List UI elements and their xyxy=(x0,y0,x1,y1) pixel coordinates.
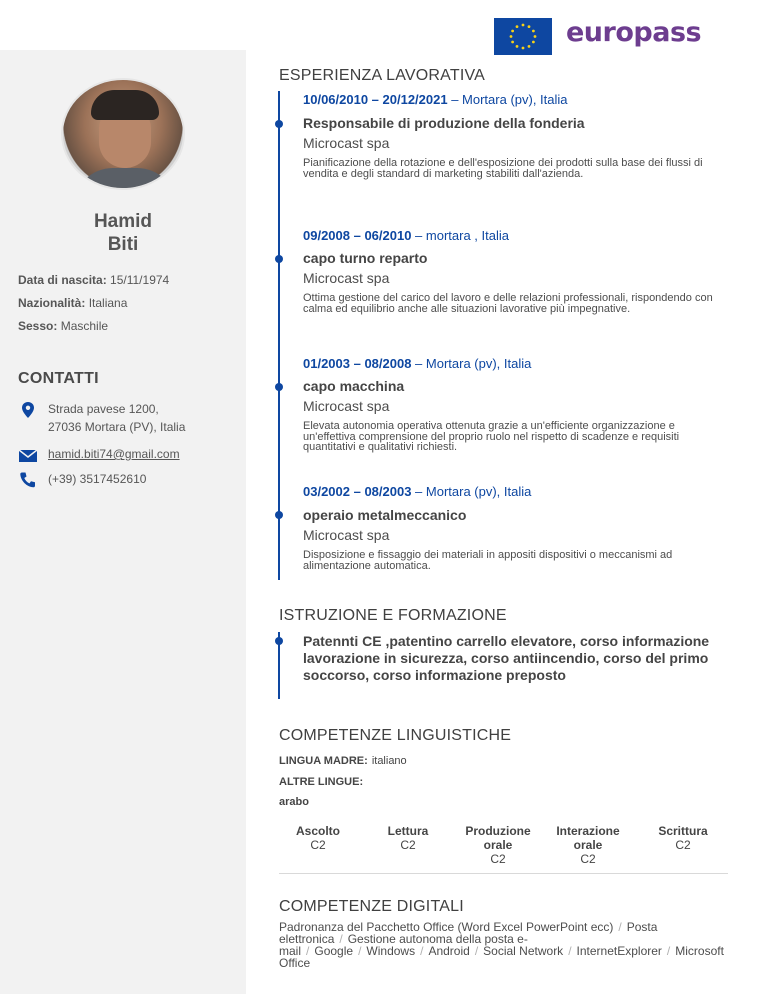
nationality-value: Italiana xyxy=(88,296,128,310)
sidebar xyxy=(0,50,246,994)
timeline-dot xyxy=(275,511,283,519)
job-company: Microcast spa xyxy=(303,398,390,414)
digital-skills: Padronanza del Pacchetto Office (Word Excel PowerPoint ecc) / Posta elettronica / Gestione autonoma della posta e-mail / Google / Windows / Android / Social Network / InternetExplorer / Microsoft Office xyxy=(279,920,724,970)
divider xyxy=(279,873,728,874)
person-name xyxy=(0,210,246,256)
timeline-dot xyxy=(275,383,283,391)
job-dates: 09/2008 – 06/2010 – mortara , Italia xyxy=(303,228,509,243)
digital-title: COMPETENZE DIGITALI xyxy=(279,898,464,915)
nationality xyxy=(18,296,127,310)
job-company: Microcast spa xyxy=(303,527,390,543)
address xyxy=(48,400,185,436)
job-dates: 03/2002 – 08/2003 – Mortara (pv), Italia xyxy=(303,484,532,499)
job-dates: 01/2003 – 08/2008 – Mortara (pv), Italia xyxy=(303,356,532,371)
education-item: Patennti CE ,patentino carrello elevatore, corso informazione lavorazione in sicurezza, corso antiincendio, corso del primo soccorso, corso informazione preposto xyxy=(303,633,710,683)
timeline-dot xyxy=(275,637,283,645)
nationality-label: Nazionalità: xyxy=(18,296,86,310)
mother-tongue-value: italiano xyxy=(371,755,407,767)
email-link[interactable]: hamid.biti74@gmail.com xyxy=(48,447,180,461)
skill-spoken-production: Produzione orale C2 xyxy=(465,824,531,866)
job-company: Microcast spa xyxy=(303,270,390,286)
profile-photo xyxy=(61,78,185,190)
job-role: capo turno reparto xyxy=(303,250,428,266)
job-description: Elevata autonomia operativa ottenuta grazie a un'efficiente organizzazione e un'effettiva comprensione del proprio ruolo nel rispetto di scadenze e requisiti quantitativi e qualitativi richiesti. xyxy=(303,420,680,453)
languages-title: COMPETENZE LINGUISTICHE xyxy=(279,727,512,744)
sex xyxy=(18,319,108,333)
experience-timeline xyxy=(278,91,280,580)
address-line-2: 27036 Mortara (PV), Italia xyxy=(48,420,186,434)
job-role: capo macchina xyxy=(303,378,405,394)
address-line-1: Strada pavese 1200, xyxy=(48,402,159,416)
timeline-dot xyxy=(275,255,283,263)
skill-reading: Lettura C2 xyxy=(387,824,429,852)
job-description: Disposizione e fissaggio dei materiali in appositi dispositivi o meccanismi ad alimentazione automatica. xyxy=(303,549,673,572)
sex-label: Sesso: xyxy=(18,319,58,333)
job-dates: 10/06/2010 – 20/12/2021 – Mortara (pv), Italia xyxy=(303,92,568,107)
header xyxy=(0,0,768,50)
other-language-name: arabo xyxy=(279,796,309,808)
skill-listening: Ascolto C2 xyxy=(295,824,340,852)
first-name: Hamid xyxy=(93,211,153,232)
job-description: Ottima gestione del carico del lavoro e delle relazioni professionali, rispondendo con calma ed equilibrio anche alle situazioni lavorative più impegnative. xyxy=(303,292,713,315)
birth-label: Data di nascita: xyxy=(18,273,107,287)
europass-logo: europass xyxy=(566,17,702,48)
job-company: Microcast spa xyxy=(303,135,390,151)
sex-value: Maschile xyxy=(60,319,109,333)
email-icon xyxy=(18,447,38,465)
education-title: ISTRUZIONE E FORMAZIONE xyxy=(279,607,507,624)
birth-value: 15/11/1974 xyxy=(110,273,170,287)
skill-spoken-interaction: Interazione orale C2 xyxy=(556,824,620,866)
mother-tongue xyxy=(279,755,407,767)
phone-number: (+39) 3517452610 xyxy=(48,472,147,486)
experience-title: ESPERIENZA LAVORATIVA xyxy=(279,67,486,84)
other-languages-label: ALTRE LINGUE: xyxy=(279,776,364,788)
mother-tongue-label: LINGUA MADRE: xyxy=(279,755,368,767)
phone-icon xyxy=(18,471,38,489)
birth-date xyxy=(18,273,169,287)
job-role: operaio metalmeccanico xyxy=(303,507,467,523)
skill-writing: Scrittura C2 xyxy=(658,824,708,852)
timeline-dot xyxy=(275,120,283,128)
job-description: Pianificazione della rotazione e dell'esposizione dei prodotti sulla base dei flussi di vendita e degli standard di marketing stabiliti dall'azienda. xyxy=(303,157,703,180)
last-name: Biti xyxy=(107,234,139,255)
contacts-title: CONTATTI xyxy=(18,370,99,387)
location-pin-icon xyxy=(18,401,38,419)
eu-flag-icon xyxy=(494,18,552,55)
job-role: Responsabile di produzione della fonderia xyxy=(303,115,585,131)
